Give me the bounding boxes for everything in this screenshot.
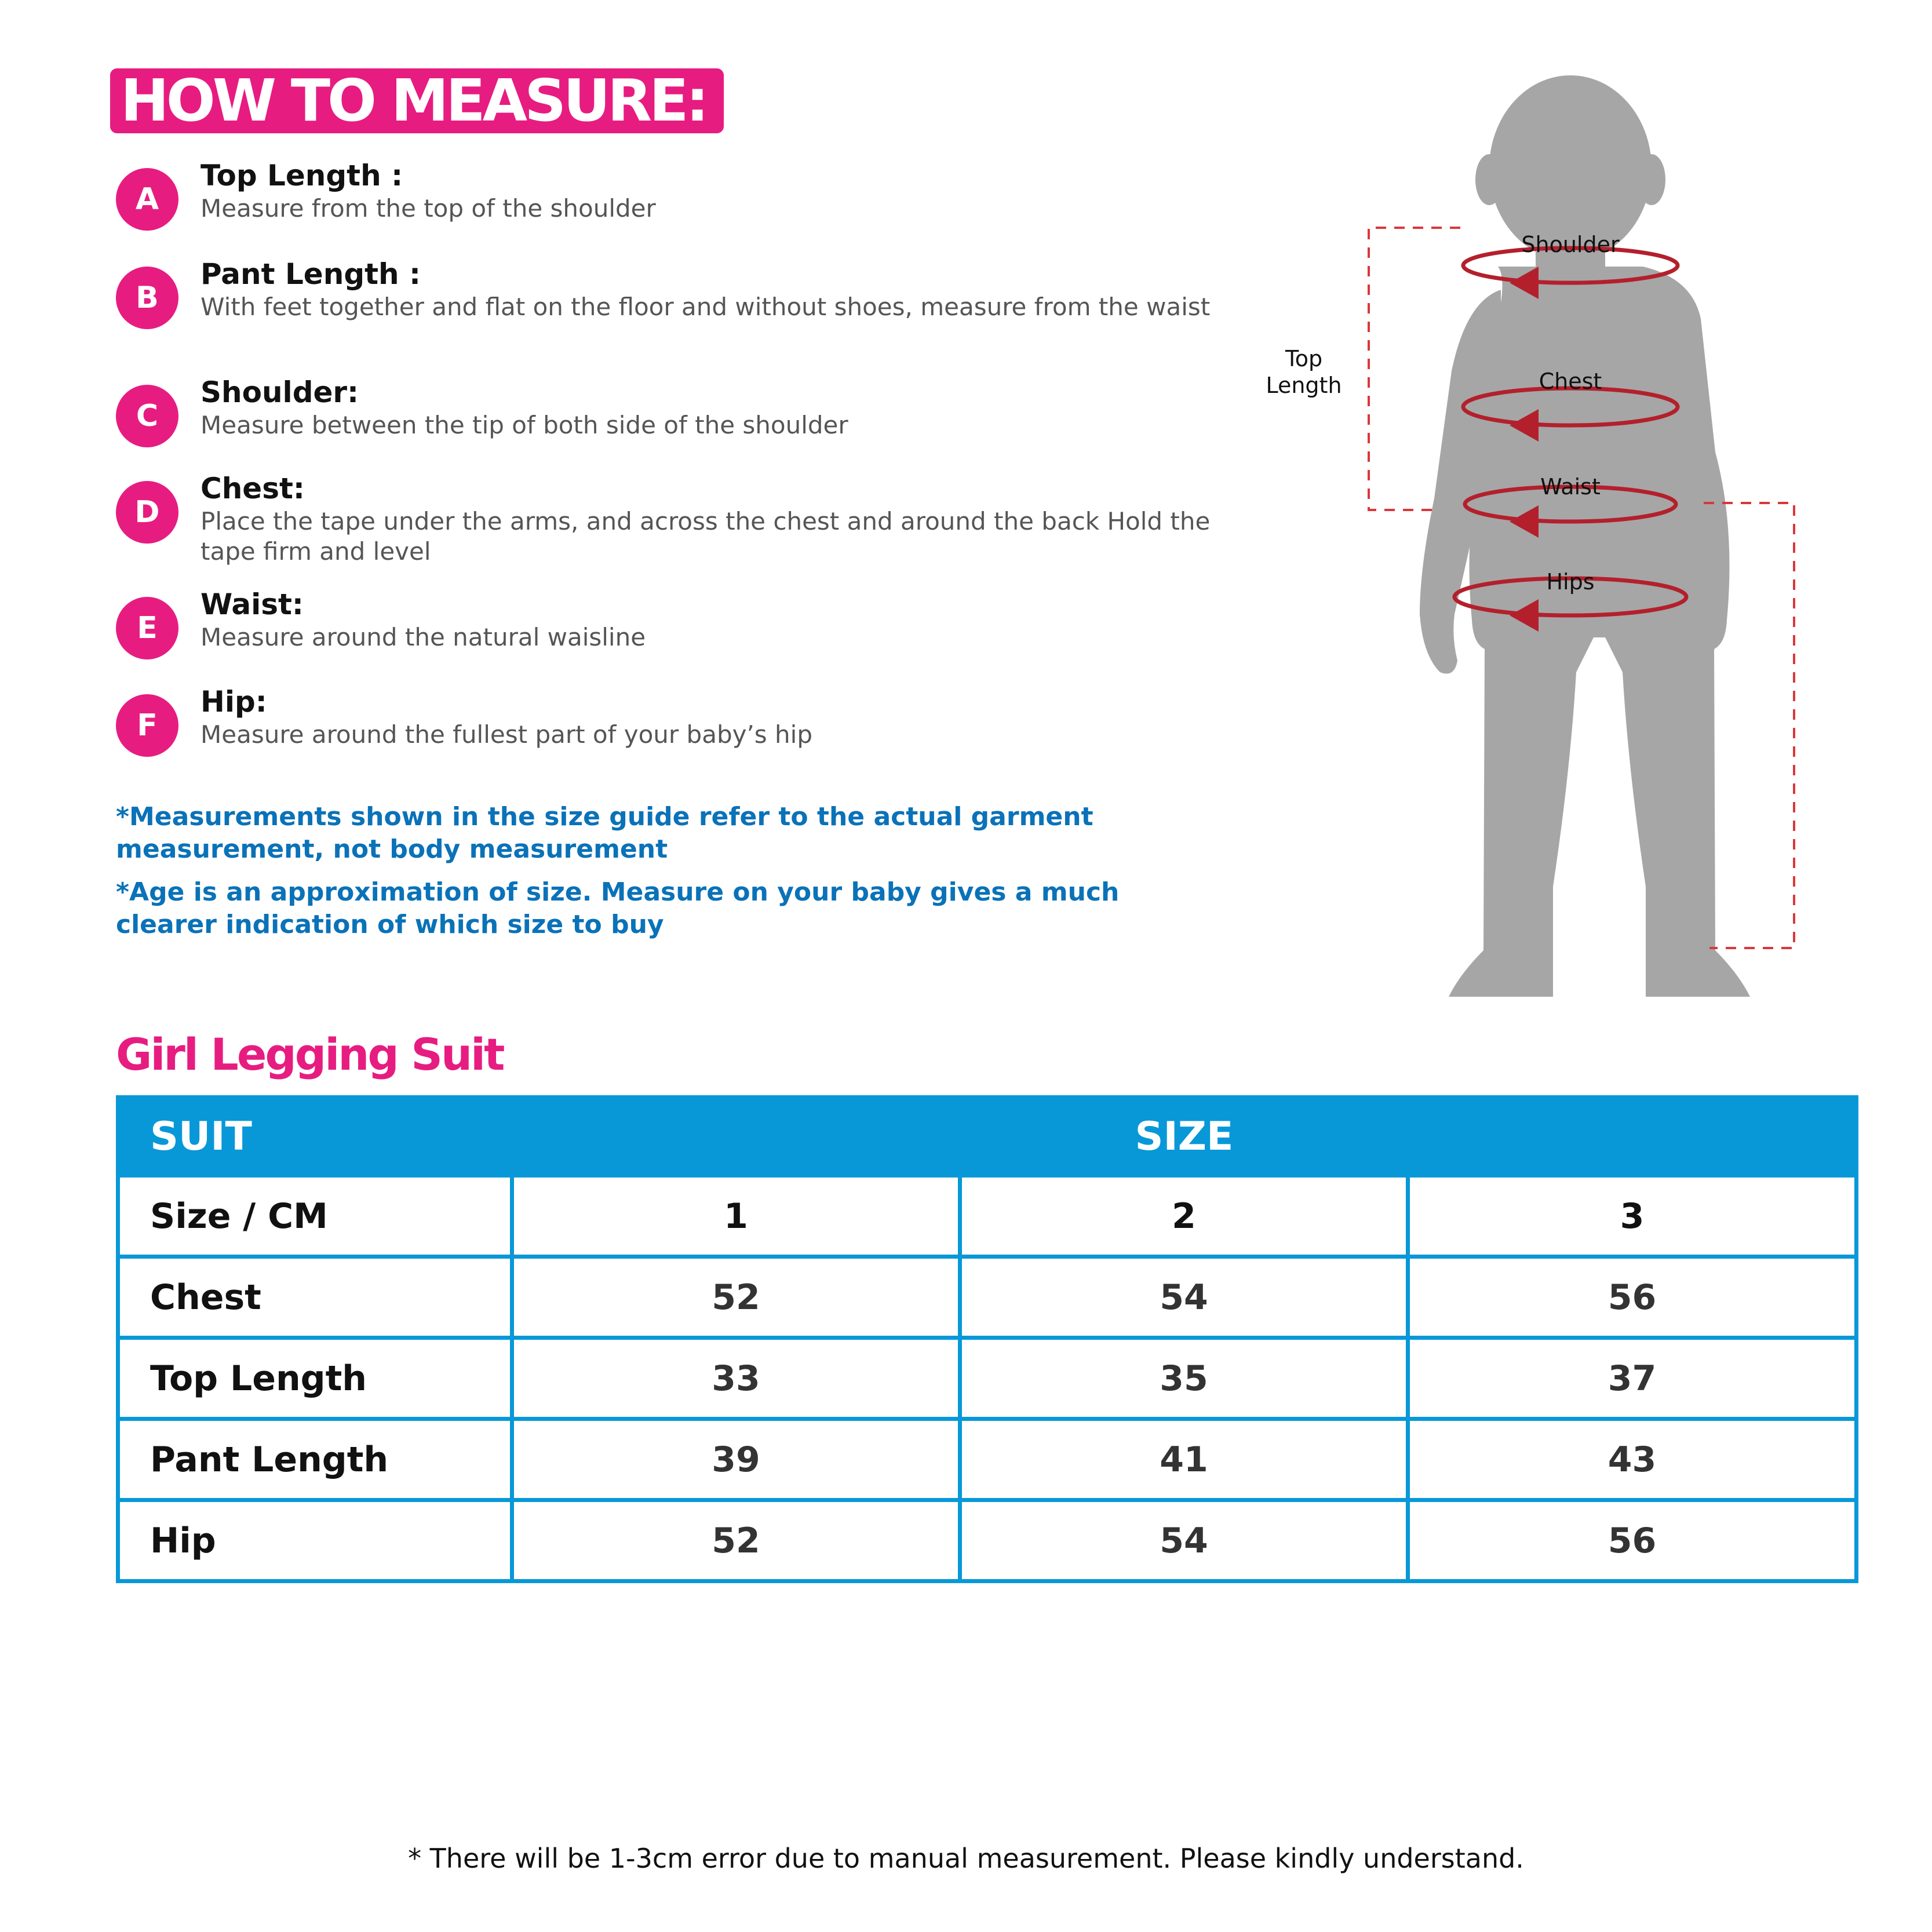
table-row	[118, 1500, 1857, 1581]
top-length-label-line1: Top	[1285, 346, 1323, 371]
row-label: Chest	[118, 1257, 512, 1338]
footer-disclaimer: * There will be 1-3cm error due to manual measurement. Please kindly understand.	[408, 1843, 1524, 1874]
child-silhouette	[1246, 46, 1837, 1026]
instruction-title: Pant Length :	[201, 257, 421, 291]
hips-label: Hips	[1546, 569, 1595, 595]
table-cell: 52	[512, 1257, 960, 1338]
header-size: SIZE	[512, 1098, 1857, 1176]
instruction-title: Hip:	[201, 685, 267, 719]
header-suit: SUIT	[118, 1098, 512, 1176]
table-cell: 52	[512, 1500, 960, 1581]
table-cell: 56	[1408, 1257, 1857, 1338]
instruction-desc: Measure around the natural waisline	[201, 623, 646, 651]
table-row	[118, 1419, 1857, 1500]
letter-badge: C	[116, 385, 178, 447]
instruction-title: Chest:	[201, 472, 305, 505]
row-label: Hip	[118, 1500, 512, 1581]
row-label: Top Length	[118, 1338, 512, 1419]
letter-badge: B	[116, 267, 178, 329]
instruction-title: Top Length :	[201, 159, 403, 192]
table-cell: 35	[960, 1338, 1408, 1419]
table-cell: 39	[512, 1419, 960, 1500]
table-cell: 2	[960, 1176, 1408, 1257]
note-age: *Age is an approximation of size. Measure on your baby gives a much clearer indication of which size to buy	[116, 877, 1120, 939]
letter-badge: D	[116, 481, 178, 544]
body-silhouette	[1420, 75, 1750, 997]
top-length-label	[1246, 345, 1362, 399]
table-cell: 41	[960, 1419, 1408, 1500]
page-title-badge	[110, 68, 724, 133]
top-length-label-line2: Length	[1266, 373, 1342, 398]
page-title: HOW TO MEASURE:	[121, 67, 706, 134]
instruction-desc: Measure from the top of the shoulder	[201, 194, 656, 223]
waist-label: Waist	[1540, 474, 1601, 500]
size-table	[116, 1095, 1858, 1583]
table-cell: 43	[1408, 1419, 1857, 1500]
table-cell: 54	[960, 1500, 1408, 1581]
row-label: Size / CM	[118, 1176, 512, 1257]
child-figure	[1246, 46, 1837, 1026]
instruction-desc: Measure between the tip of both side of the shoulder	[201, 411, 848, 439]
letter-badge: E	[116, 597, 178, 659]
instruction-title: Shoulder:	[201, 376, 359, 409]
chest-label: Chest	[1539, 369, 1602, 394]
table-cell: 33	[512, 1338, 960, 1419]
table-header-row	[118, 1098, 1857, 1176]
table-row	[118, 1338, 1857, 1419]
shoulder-label: Shoulder	[1521, 232, 1620, 257]
instruction-desc: Measure around the fullest part of your baby’s hip	[201, 720, 812, 749]
table-cell: 37	[1408, 1338, 1857, 1419]
instruction-desc: Place the tape under the arms, and across the chest and around the back Hold the tape firm and level	[201, 507, 1211, 566]
letter-badge: A	[116, 168, 178, 231]
table-cell: 3	[1408, 1176, 1857, 1257]
table-cell: 56	[1408, 1500, 1857, 1581]
instruction-desc: With feet together and flat on the floor and without shoes, measure from the waist	[201, 293, 1211, 321]
table-row	[118, 1176, 1857, 1257]
note-garment: *Measurements shown in the size guide refer to the actual garment measurement, not body measurement	[116, 802, 1093, 864]
product-title: Girl Legging Suit	[116, 1029, 504, 1080]
letter-badge: F	[116, 694, 178, 757]
row-label: Pant Length	[118, 1419, 512, 1500]
table-cell: 54	[960, 1257, 1408, 1338]
instruction-title: Waist:	[201, 588, 304, 621]
table-cell: 1	[512, 1176, 960, 1257]
table-row	[118, 1257, 1857, 1338]
